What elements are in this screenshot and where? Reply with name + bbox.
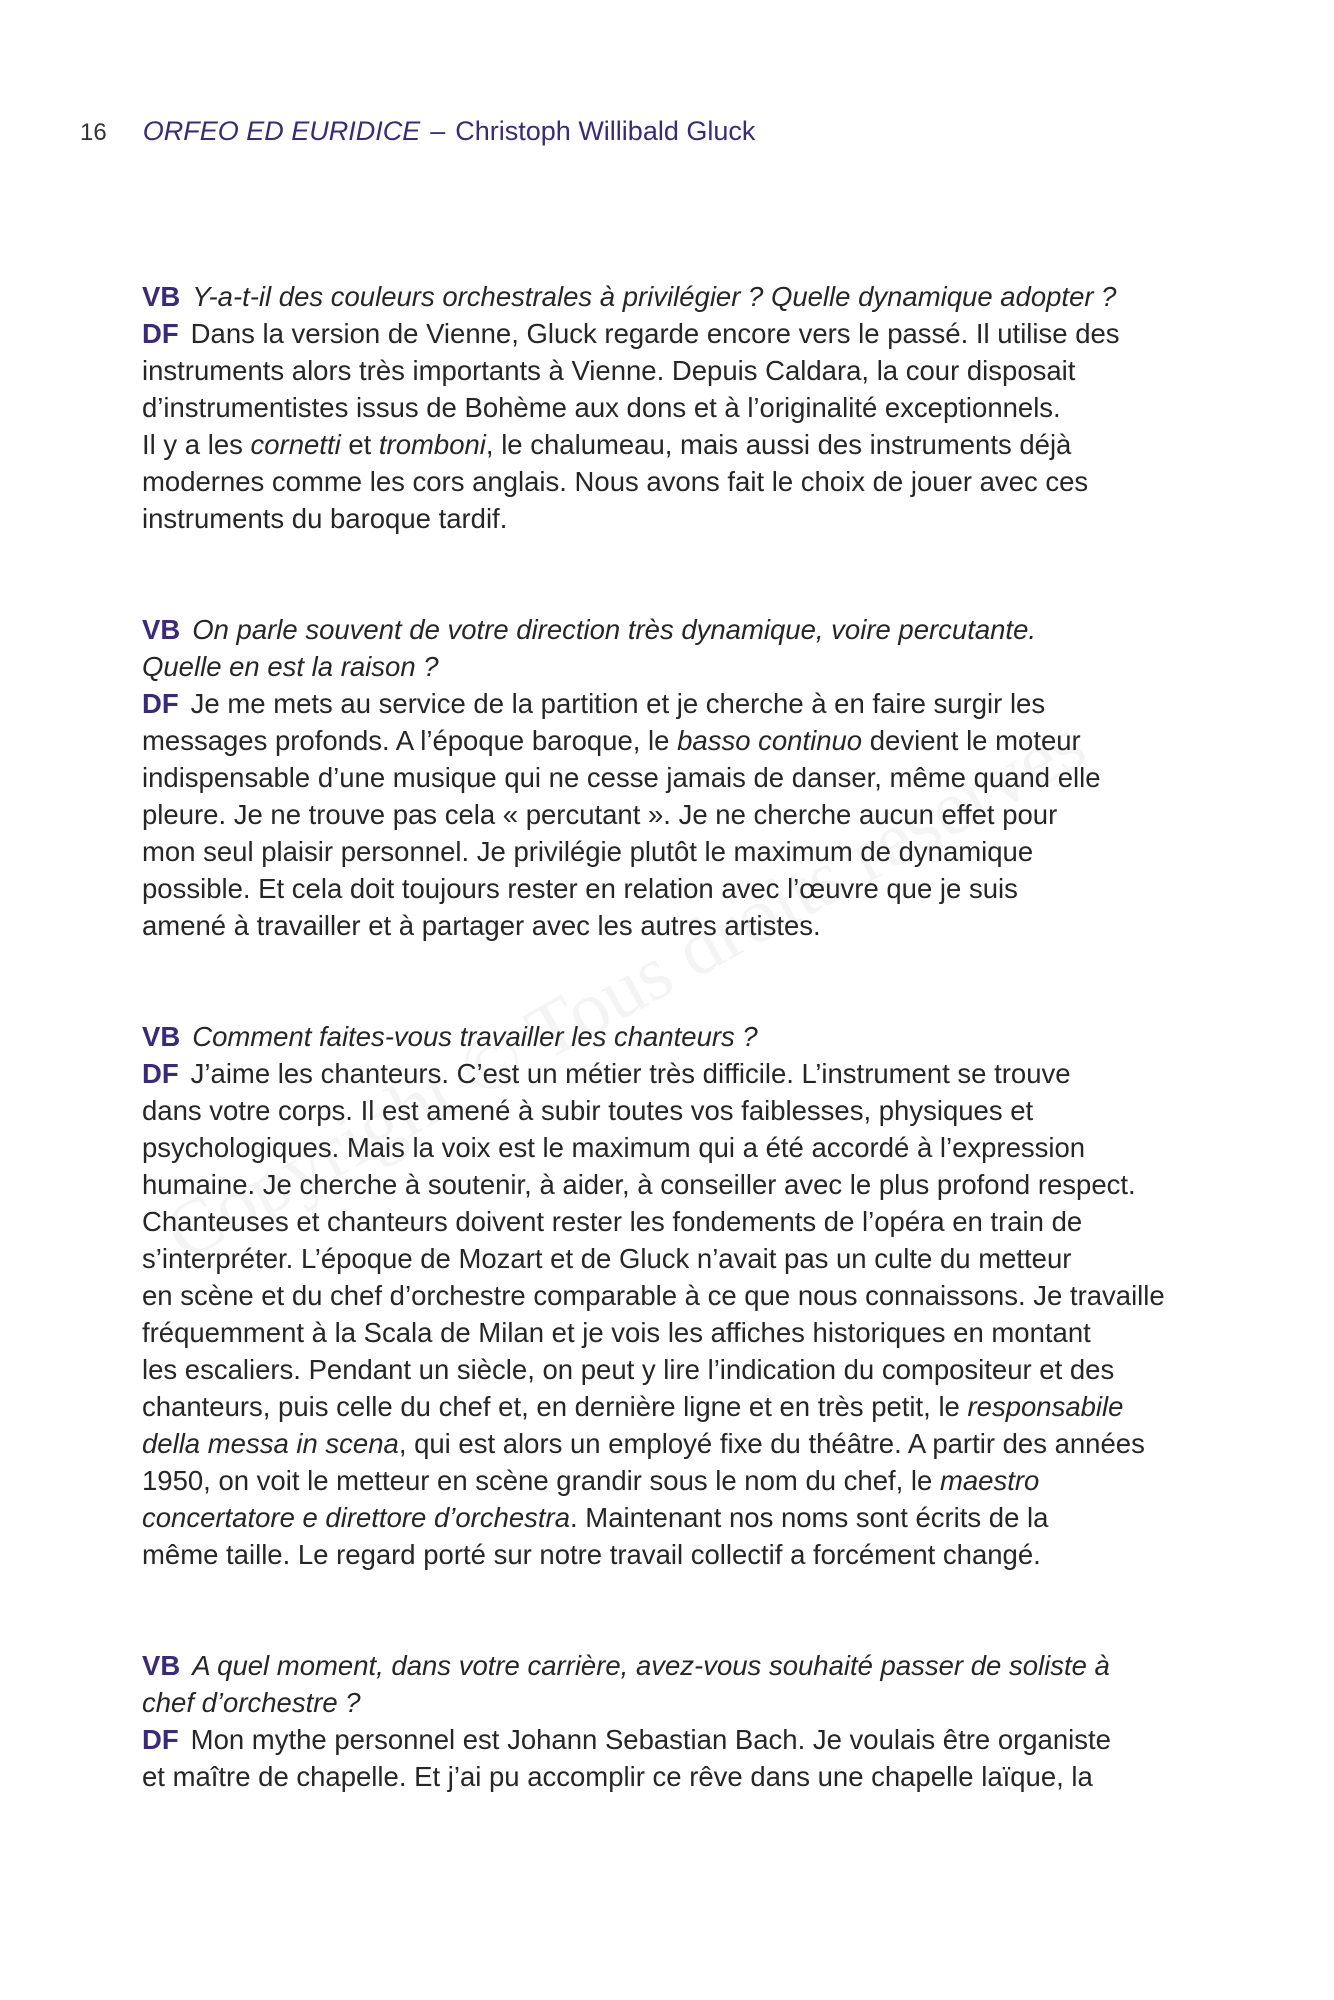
text-line: [142, 1203, 1202, 1240]
text-line: [142, 1721, 1202, 1758]
text-line: [142, 500, 1202, 537]
italic-text: responsabile: [967, 1391, 1124, 1422]
text-line: [142, 1425, 1202, 1462]
text-line: [142, 1351, 1202, 1388]
body-text: , le chalumeau, mais aussi des instruments déjà: [485, 429, 1072, 460]
text-line: [142, 648, 1202, 685]
composer-name: Christoph Willibald Gluck: [455, 116, 756, 146]
interviewer-tag: VB: [142, 281, 181, 312]
text-line: [142, 315, 1202, 352]
body-text: même taille. Le regard porté sur notre travail collectif a forcément changé.: [142, 1539, 1041, 1570]
text-line: [142, 1277, 1202, 1314]
italic-text: A quel moment, dans votre carrière, avez-vous souhaité passer de soliste à: [192, 1650, 1110, 1681]
body-text: amené à travailler et à partager avec les autres artistes.: [142, 910, 821, 941]
body-text: 1950, on voit le metteur en scène grandir sous le nom du chef, le: [142, 1465, 940, 1496]
body-text: Mon mythe personnel est Johann Sebastian Bach. Je voulais être organiste: [190, 1724, 1111, 1755]
text-line: [142, 352, 1202, 389]
italic-text: della messa in scena: [142, 1428, 399, 1459]
text-line: [142, 1388, 1202, 1425]
text-line: [142, 611, 1202, 648]
body-text: messages profonds. A l’époque baroque, le: [142, 725, 678, 756]
italic-text: Comment faites-vous travailler les chanteurs ?: [192, 1021, 758, 1052]
text-line: [142, 796, 1202, 833]
qa-block: [142, 1018, 1202, 1573]
body-text: chanteurs, puis celle du chef et, en dernière ligne et en très petit, le: [142, 1391, 968, 1422]
body-text: les escaliers. Pendant un siècle, on peut y lire l’indication du compositeur et des: [142, 1354, 1115, 1385]
text-line: [142, 389, 1202, 426]
text-line: [142, 1240, 1202, 1277]
running-header: [80, 114, 755, 150]
header-separator: –: [430, 116, 446, 146]
interviewer-tag: VB: [142, 1650, 181, 1681]
respondent-tag: DF: [142, 1724, 179, 1755]
text-line: [142, 870, 1202, 907]
respondent-tag: DF: [142, 318, 179, 349]
interviewer-tag: VB: [142, 1021, 181, 1052]
body-text: possible. Et cela doit toujours rester en relation avec l’œuvre que je suis: [142, 873, 1018, 904]
text-line: [142, 1166, 1202, 1203]
body-text: fréquemment à la Scala de Milan et je vois les affiches historiques en montant: [142, 1317, 1091, 1348]
body-text: et maître de chapelle. Et j’ai pu accomplir ce rêve dans une chapelle laïque, la: [142, 1761, 1093, 1792]
italic-text: maestro: [939, 1465, 1040, 1496]
text-line: [142, 426, 1202, 463]
italic-text: Y-a-t-il des couleurs orchestrales à privilégier ? Quelle dynamique adopter ?: [192, 281, 1117, 312]
text-line: [142, 1536, 1202, 1573]
text-line: [142, 1462, 1202, 1499]
book-title: ORFEO ED EURIDICE: [142, 116, 421, 146]
qa-block: [142, 611, 1202, 944]
body-text: mon seul plaisir personnel. Je privilégie plutôt le maximum de dynamique: [142, 836, 1034, 867]
respondent-tag: DF: [142, 688, 179, 719]
text-line: [142, 1018, 1202, 1055]
text-line: [142, 463, 1202, 500]
text-line: [142, 907, 1202, 944]
respondent-tag: DF: [142, 1058, 179, 1089]
body-text: Dans la version de Vienne, Gluck regarde encore vers le passé. Il utilise des: [190, 318, 1120, 349]
body-text: et: [340, 429, 379, 460]
body-text: pleure. Je ne trouve pas cela « percutant ». Je ne cherche aucun effet pour: [142, 799, 1058, 830]
qa-block: [142, 1647, 1202, 1795]
italic-text: chef d’orchestre ?: [142, 1687, 361, 1718]
italic-text: On parle souvent de votre direction très dynamique, voire percutante.: [192, 614, 1037, 645]
body-text: Chanteuses et chanteurs doivent rester les fondements de l’opéra en train de: [142, 1206, 1083, 1237]
text-line: [142, 1092, 1202, 1129]
body-text: modernes comme les cors anglais. Nous avons fait le choix de jouer avec ces: [142, 466, 1089, 497]
body-text: , qui est alors un employé fixe du théâtre. A partir des années: [398, 1428, 1145, 1459]
italic-text: concertatore e direttore d’orchestra: [142, 1502, 570, 1533]
text-line: [142, 1647, 1202, 1684]
text-line: [142, 833, 1202, 870]
text-line: [142, 722, 1202, 759]
text-line: [142, 1499, 1202, 1536]
body-text: en scène et du chef d’orchestre comparable à ce que nous connaissons. Je travaille: [142, 1280, 1165, 1311]
body-text: psychologiques. Mais la voix est le maximum qui a été accordé à l’expression: [142, 1132, 1086, 1163]
body-text: s’interpréter. L’époque de Mozart et de Gluck n’avait pas un culte du metteur: [142, 1243, 1072, 1274]
body-text: . Maintenant nos noms sont écrits de la: [570, 1502, 1049, 1533]
interviewer-tag: VB: [142, 614, 181, 645]
body-text: dans votre corps. Il est amené à subir toutes vos faiblesses, physiques et: [142, 1095, 1034, 1126]
text-line: [142, 759, 1202, 796]
text-line: [142, 1314, 1202, 1351]
text-line: [142, 685, 1202, 722]
body-text: Je me mets au service de la partition et je cherche à en faire surgir les: [190, 688, 1046, 719]
italic-text: basso continuo: [677, 725, 863, 756]
text-line: [142, 1129, 1202, 1166]
body-text: instruments alors très importants à Vienne. Depuis Caldara, la cour disposait: [142, 355, 1076, 386]
italic-text: Quelle en est la raison ?: [142, 651, 439, 682]
text-line: [142, 278, 1202, 315]
text-line: [142, 1758, 1202, 1795]
text-line: [142, 1055, 1202, 1092]
body-text: instruments du baroque tardif.: [142, 503, 508, 534]
text-line: [142, 1684, 1202, 1721]
italic-text: cornetti: [250, 429, 341, 460]
body-text: humaine. Je cherche à soutenir, à aider, à conseiller avec le plus profond respect.: [142, 1169, 1136, 1200]
body-text: devient le moteur: [862, 725, 1081, 756]
body-text: Il y a les: [142, 429, 251, 460]
interview-body: [142, 278, 1202, 1869]
body-text: J’aime les chanteurs. C’est un métier très difficile. L’instrument se trouve: [190, 1058, 1071, 1089]
qa-block: [142, 278, 1202, 537]
italic-text: tromboni: [378, 429, 486, 460]
body-text: d’instrumentistes issus de Bohème aux dons et à l’originalité exceptionnels.: [142, 392, 1061, 423]
body-text: indispensable d’une musique qui ne cesse jamais de danser, même quand elle: [142, 762, 1101, 793]
page-number: 16: [80, 119, 107, 146]
